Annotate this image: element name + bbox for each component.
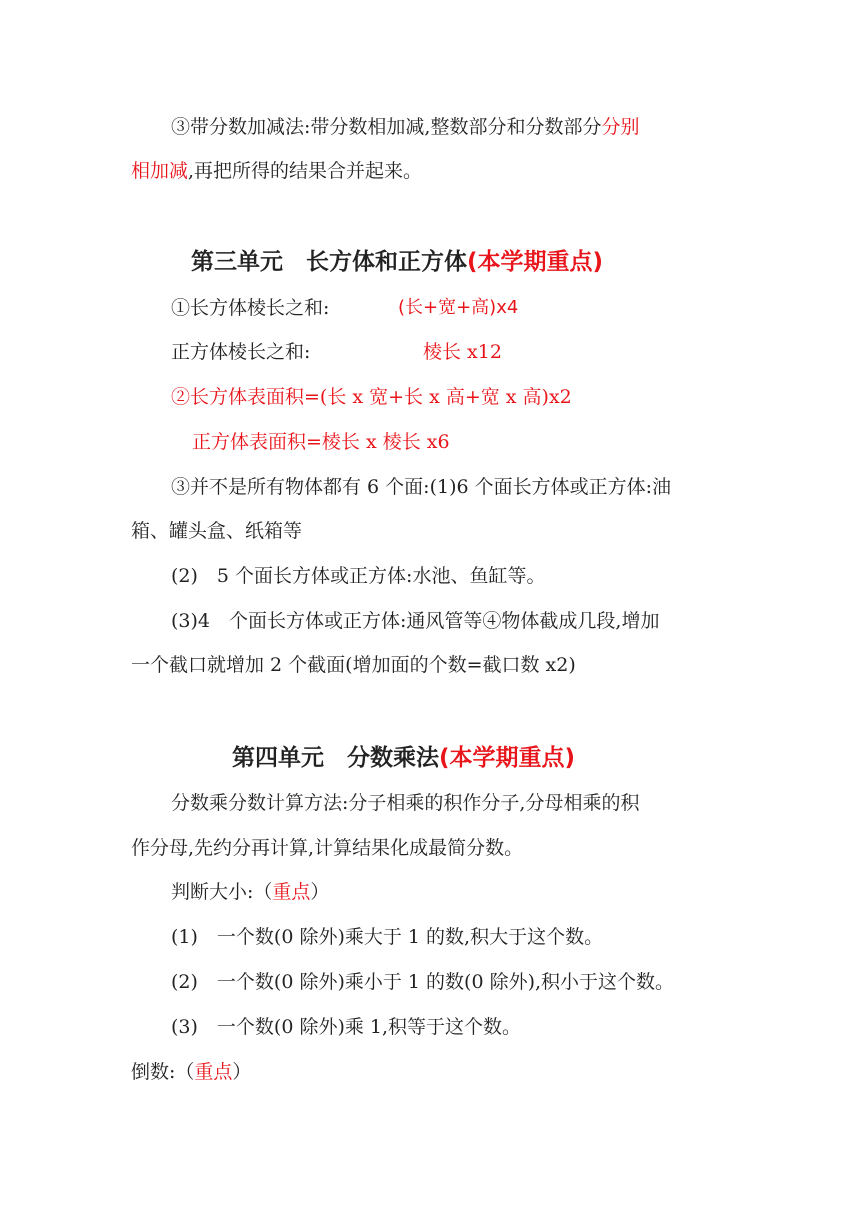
surface-area-cuboid: ②长方体表面积=(长 x 宽+长 x 高+宽 x 高)x2 <box>171 386 572 408</box>
fraction-multiply-line1: 分数乘分数计算方法:分子相乘的积作分子,分母相乘的积 <box>171 792 640 814</box>
unit3-title: 第三单元 长方体和正方体 <box>191 249 467 275</box>
reciprocal-close: ） <box>232 1061 252 1083</box>
formula-label: 正方体棱长之和: <box>171 341 311 363</box>
faces-note-line1: ③并不是所有物体都有 6 个面:(1)6 个面长方体或正方体:油 <box>171 476 672 498</box>
unit3-key-tag: (本学期重点) <box>467 249 604 275</box>
reciprocal-heading <box>131 1059 251 1085</box>
faces-note-4-line2: 一个截口就增加 2 个截面(增加面的个数=截口数 x2) <box>131 654 576 676</box>
rule-text: ,再把所得的结果合并起来。 <box>188 160 423 182</box>
compare-rule-1: (1) 一个数(0 除外)乘大于 1 的数,积大于这个数。 <box>171 926 604 948</box>
formula-label: ①长方体棱长之和: <box>171 297 330 319</box>
compare-heading <box>171 879 329 905</box>
unit4-title: 第四单元 分数乘法 <box>232 745 439 771</box>
edge-sum-cuboid <box>171 295 329 321</box>
compare-close: ） <box>310 881 330 903</box>
compare-key: 重点 <box>272 881 311 903</box>
formula-value: 棱长 x12 <box>423 341 502 363</box>
rule-highlight: 相加减 <box>131 160 189 182</box>
rule-mixed-fraction-line2 <box>131 158 422 184</box>
compare-label: 判断大小:（ <box>171 881 273 903</box>
faces-note-line2: 箱、罐头盒、纸箱等 <box>131 520 303 542</box>
rule-text: ③带分数加减法:带分数相加减,整数部分和分数部分 <box>171 116 602 138</box>
surface-area-cube: 正方体表面积=棱长 x 棱长 x6 <box>192 431 450 453</box>
reciprocal-label: 倒数:（ <box>131 1061 195 1083</box>
faces-note-4-line1: (3)4 个面长方体或正方体:通风管等④物体截成几段,增加 <box>171 610 660 632</box>
reciprocal-key: 重点 <box>194 1061 233 1083</box>
compare-rule-2: (2) 一个数(0 除外)乘小于 1 的数(0 除外),积小于这个数。 <box>171 971 675 993</box>
rule-highlight: 分别 <box>601 116 640 138</box>
rule-mixed-fraction-line1 <box>171 114 639 140</box>
unit4-heading <box>232 743 575 773</box>
fraction-multiply-line2: 作分母,先约分再计算,计算结果化成最简分数。 <box>131 837 524 859</box>
compare-rule-3: (3) 一个数(0 除外)乘 1,积等于这个数。 <box>171 1016 522 1038</box>
unit4-key-tag: (本学期重点) <box>439 745 576 771</box>
formula-value: (长+宽+高)x4 <box>398 297 519 318</box>
unit3-heading <box>191 247 603 277</box>
faces-note-5: (2) 5 个面长方体或正方体:水池、鱼缸等。 <box>171 565 546 587</box>
edge-sum-cube <box>171 339 310 365</box>
